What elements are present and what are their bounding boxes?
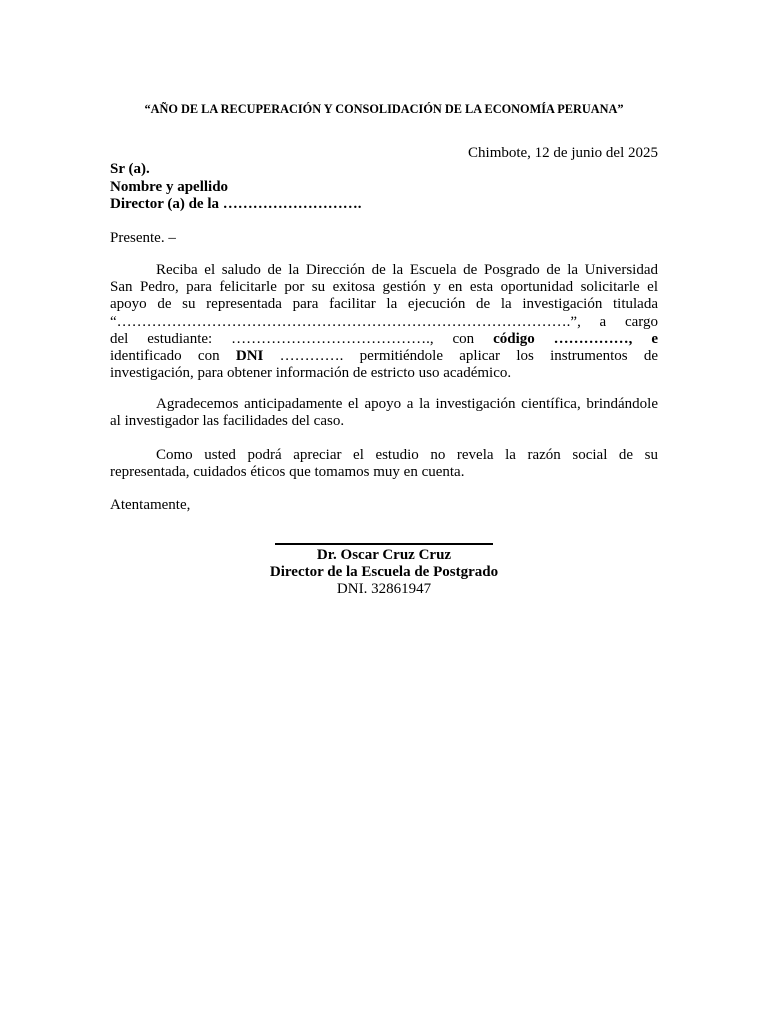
codigo-label: código: [493, 330, 535, 347]
student-field-text: del estudiante: …………………………………., con: [110, 330, 475, 347]
signature-block: [110, 547, 658, 598]
body-paragraph-2: [110, 396, 658, 430]
body-paragraph-1: [110, 262, 658, 382]
signer-name: Dr. Oscar Cruz Cruz: [316, 547, 452, 563]
paragraph-line: investigación, para obtener información de estricto uso académico.: [110, 365, 512, 382]
paragraph-line: Agradecemos anticipadamente el apoyo a la investigación científica, brindándole: [156, 396, 658, 412]
signer-title: Director de la Escuela de Postgrado: [269, 564, 499, 580]
dni-field-text: …………. permitiéndole aplicar los instrumentos de: [279, 348, 659, 365]
paragraph-line: Reciba el saludo de la Dirección de la Escuela de Posgrado de la Universidad: [156, 262, 658, 278]
paragraph-line: Como usted podrá apreciar el estudio no revela la razón social de su: [156, 447, 658, 463]
signature-line: [275, 543, 493, 545]
paragraph-line: al investigador las facilidades del caso.: [110, 413, 345, 430]
paragraph-line: apoyo de su representada para facilitar la ejecución de la investigación titulada: [110, 296, 658, 313]
paragraph-line: [110, 331, 658, 348]
codigo-dots: ……………, e: [553, 330, 658, 347]
signer-dni: DNI. 32861947: [336, 581, 432, 597]
paragraph-line: “……………………………………………………………………………….”, a cargo: [110, 313, 658, 330]
letter-motto: “AÑO DE LA RECUPERACIÓN Y CONSOLIDACIÓN DE LA ECONOMÍA PERUANA”: [144, 102, 624, 116]
dni-label: DNI: [235, 348, 264, 365]
paragraph-line: representada, cuidados éticos que tomamos muy en cuenta.: [110, 464, 465, 481]
addressee-position: Director (a) de la ……………………….: [110, 196, 362, 212]
paragraph-line: San Pedro, para felicitarle por su exitosa gestión y en esta oportunidad solicitarle el: [110, 279, 658, 296]
addressee-name: Nombre y apellido: [110, 178, 229, 195]
addressee-salutation: Sr (a).: [110, 161, 150, 177]
body-paragraph-3: [110, 447, 658, 481]
identified-text: identificado con: [110, 348, 220, 365]
presente-line: Presente. –: [110, 230, 176, 246]
addressee-block: [110, 161, 362, 214]
paragraph-line: [110, 348, 658, 365]
closing-line: Atentamente,: [110, 497, 191, 513]
letter-date: Chimbote, 12 de junio del 2025: [468, 145, 658, 161]
